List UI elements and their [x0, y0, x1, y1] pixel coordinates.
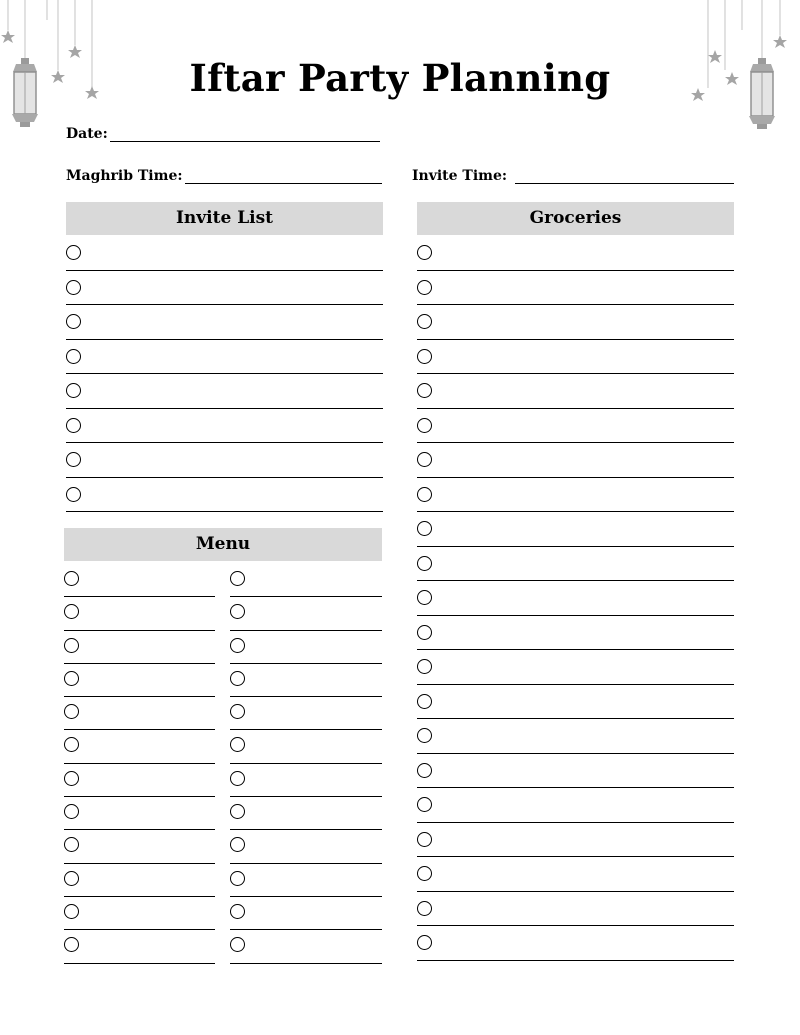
groceries-row[interactable]: [417, 926, 734, 961]
menu-heading: Menu: [64, 528, 382, 561]
menu-row[interactable]: [230, 897, 382, 930]
checkbox-circle-icon[interactable]: [230, 704, 245, 719]
checkbox-circle-icon[interactable]: [417, 487, 432, 502]
checkbox-circle-icon[interactable]: [64, 737, 79, 752]
checkbox-circle-icon[interactable]: [230, 804, 245, 819]
checkbox-circle-icon[interactable]: [417, 694, 432, 709]
checkbox-circle-icon[interactable]: [66, 418, 81, 433]
checkbox-circle-icon[interactable]: [417, 590, 432, 605]
checkbox-circle-icon[interactable]: [417, 418, 432, 433]
checkbox-circle-icon[interactable]: [64, 704, 79, 719]
checkbox-circle-icon[interactable]: [66, 383, 81, 398]
checkbox-circle-icon[interactable]: [66, 245, 81, 260]
checkbox-circle-icon[interactable]: [417, 901, 432, 916]
invite-list-heading: Invite List: [66, 202, 383, 235]
menu-row[interactable]: [64, 631, 215, 664]
menu-row[interactable]: [230, 830, 382, 863]
groceries-row[interactable]: [417, 685, 734, 720]
invite-list-row[interactable]: [66, 374, 383, 409]
maghrib-time-input-line[interactable]: [185, 169, 382, 184]
menu-row[interactable]: [64, 830, 215, 863]
checkbox-circle-icon[interactable]: [64, 871, 79, 886]
groceries-list: [417, 236, 734, 961]
menu-row[interactable]: [64, 564, 215, 597]
menu-row[interactable]: [230, 930, 382, 963]
checkbox-circle-icon[interactable]: [417, 866, 432, 881]
invite-list-row[interactable]: [66, 409, 383, 444]
invite-time-field[interactable]: [412, 168, 734, 184]
groceries-row[interactable]: [417, 892, 734, 927]
groceries-row[interactable]: [417, 305, 734, 340]
groceries-row[interactable]: [417, 823, 734, 858]
groceries-row[interactable]: [417, 616, 734, 651]
checkbox-circle-icon[interactable]: [66, 349, 81, 364]
checkbox-circle-icon[interactable]: [230, 837, 245, 852]
page-title: Iftar Party Planning: [189, 56, 611, 100]
menu-list-column-2: [230, 564, 382, 964]
menu-row[interactable]: [230, 664, 382, 697]
checkbox-circle-icon[interactable]: [417, 763, 432, 778]
maghrib-time-field[interactable]: [66, 168, 382, 184]
checkbox-circle-icon[interactable]: [64, 671, 79, 686]
checkbox-circle-icon[interactable]: [417, 245, 432, 260]
checkbox-circle-icon[interactable]: [230, 571, 245, 586]
star-icon: [1, 30, 15, 43]
menu-row[interactable]: [64, 864, 215, 897]
checkbox-circle-icon[interactable]: [417, 625, 432, 640]
menu-row[interactable]: [230, 764, 382, 797]
groceries-row[interactable]: [417, 374, 734, 409]
menu-row[interactable]: [230, 730, 382, 763]
checkbox-circle-icon[interactable]: [417, 280, 432, 295]
groceries-row[interactable]: [417, 340, 734, 375]
menu-row[interactable]: [64, 597, 215, 630]
checkbox-circle-icon[interactable]: [64, 804, 79, 819]
invite-list-row[interactable]: [66, 478, 383, 513]
checkbox-circle-icon[interactable]: [64, 904, 79, 919]
menu-row[interactable]: [230, 797, 382, 830]
checkbox-circle-icon[interactable]: [64, 604, 79, 619]
groceries-row[interactable]: [417, 650, 734, 685]
invite-list: [66, 236, 383, 512]
checkbox-circle-icon[interactable]: [64, 771, 79, 786]
groceries-row[interactable]: [417, 719, 734, 754]
invite-list-row[interactable]: [66, 236, 383, 271]
groceries-row[interactable]: [417, 547, 734, 582]
crescent-moon-icon: [736, 6, 761, 38]
invite-time-input-line[interactable]: [515, 169, 734, 184]
date-input-line[interactable]: [110, 127, 380, 142]
checkbox-circle-icon[interactable]: [230, 771, 245, 786]
menu-row[interactable]: [64, 664, 215, 697]
menu-row[interactable]: [64, 930, 215, 963]
checkbox-circle-icon[interactable]: [417, 556, 432, 571]
groceries-row[interactable]: [417, 754, 734, 789]
checkbox-circle-icon[interactable]: [230, 604, 245, 619]
maghrib-time-label: Maghrib Time:: [66, 168, 183, 184]
checkbox-circle-icon[interactable]: [66, 487, 81, 502]
groceries-row[interactable]: [417, 409, 734, 444]
checkbox-circle-icon[interactable]: [230, 638, 245, 653]
checkbox-circle-icon[interactable]: [230, 871, 245, 886]
menu-row[interactable]: [230, 697, 382, 730]
menu-row[interactable]: [64, 730, 215, 763]
date-label: Date:: [66, 126, 108, 142]
menu-row[interactable]: [64, 897, 215, 930]
menu-row[interactable]: [230, 564, 382, 597]
checkbox-circle-icon[interactable]: [417, 797, 432, 812]
groceries-row[interactable]: [417, 581, 734, 616]
checkbox-circle-icon[interactable]: [417, 935, 432, 950]
checkbox-circle-icon[interactable]: [64, 571, 79, 586]
checkbox-circle-icon[interactable]: [417, 832, 432, 847]
menu-row[interactable]: [230, 864, 382, 897]
invite-list-row[interactable]: [66, 271, 383, 306]
checkbox-circle-icon[interactable]: [417, 349, 432, 364]
groceries-row[interactable]: [417, 788, 734, 823]
checkbox-circle-icon[interactable]: [230, 737, 245, 752]
menu-list-column-1: [64, 564, 215, 964]
menu-row[interactable]: [64, 797, 215, 830]
checkbox-circle-icon[interactable]: [66, 280, 81, 295]
groceries-row[interactable]: [417, 857, 734, 892]
checkbox-circle-icon[interactable]: [417, 383, 432, 398]
checkbox-circle-icon[interactable]: [417, 728, 432, 743]
checkbox-circle-icon[interactable]: [64, 937, 79, 952]
groceries-row[interactable]: [417, 443, 734, 478]
invite-list-row[interactable]: [66, 443, 383, 478]
menu-row[interactable]: [64, 764, 215, 797]
menu-row[interactable]: [230, 597, 382, 630]
date-field[interactable]: [66, 126, 380, 142]
groceries-row[interactable]: [417, 271, 734, 306]
invite-list-row[interactable]: [66, 305, 383, 340]
groceries-row[interactable]: [417, 236, 734, 271]
checkbox-circle-icon[interactable]: [417, 314, 432, 329]
star-icon: [773, 35, 787, 48]
groceries-heading: Groceries: [417, 202, 734, 235]
menu-row[interactable]: [64, 697, 215, 730]
checkbox-circle-icon[interactable]: [64, 638, 79, 653]
checkbox-circle-icon[interactable]: [417, 452, 432, 467]
invite-time-label: Invite Time:: [412, 168, 508, 184]
groceries-row[interactable]: [417, 478, 734, 513]
checkbox-circle-icon[interactable]: [417, 659, 432, 674]
menu-row[interactable]: [230, 631, 382, 664]
checkbox-circle-icon[interactable]: [66, 452, 81, 467]
groceries-row[interactable]: [417, 512, 734, 547]
checkbox-circle-icon[interactable]: [230, 937, 245, 952]
checkbox-circle-icon[interactable]: [66, 314, 81, 329]
checkbox-circle-icon[interactable]: [230, 671, 245, 686]
invite-list-row[interactable]: [66, 340, 383, 375]
checkbox-circle-icon[interactable]: [417, 521, 432, 536]
checkbox-circle-icon[interactable]: [230, 904, 245, 919]
checkbox-circle-icon[interactable]: [64, 837, 79, 852]
